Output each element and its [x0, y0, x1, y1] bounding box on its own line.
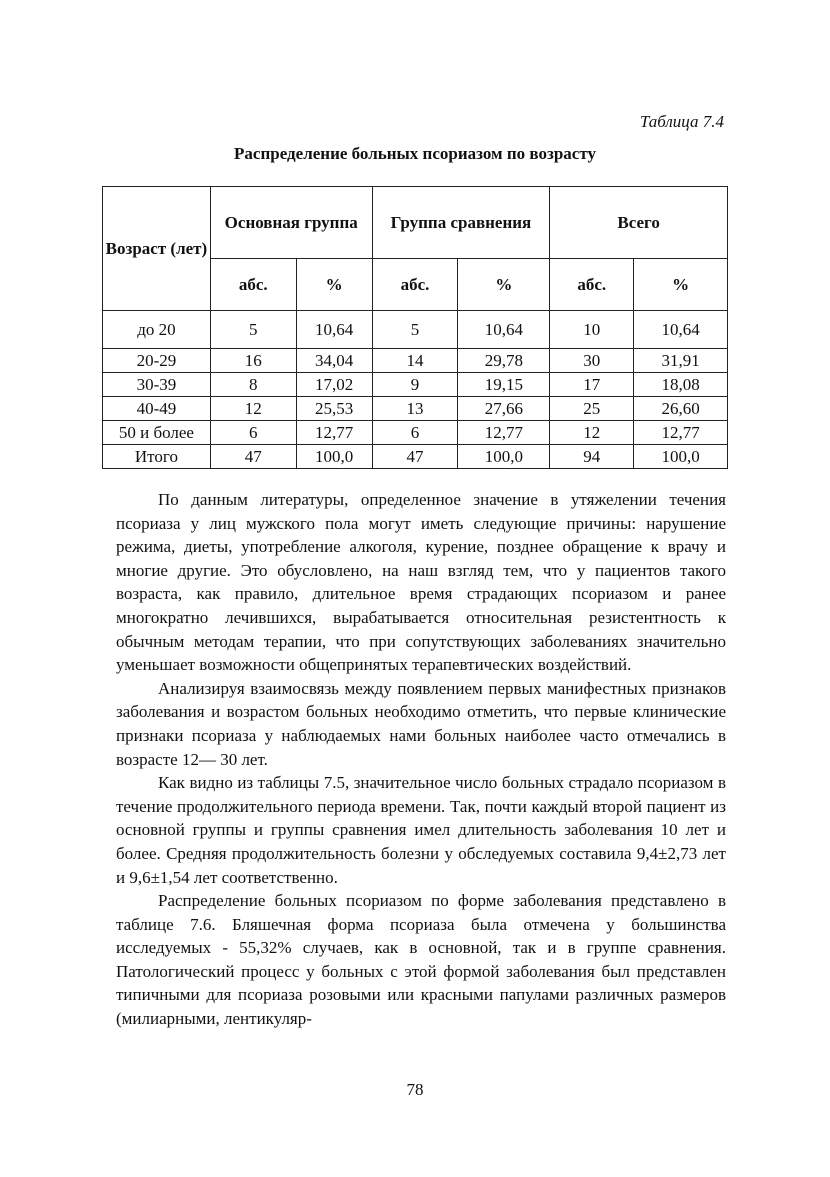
cell-total-abs: 17 [550, 373, 634, 397]
table-row [103, 349, 728, 373]
cell-main-abs: 6 [210, 421, 296, 445]
header-main-abs: абс. [210, 259, 296, 311]
body-text [116, 488, 726, 1031]
cell-total-pct: 31,91 [634, 349, 728, 373]
cell-total-abs: 30 [550, 349, 634, 373]
age-distribution-table [102, 186, 728, 469]
cell-comparison-pct: 19,15 [458, 373, 550, 397]
header-main-pct: % [296, 259, 372, 311]
table-title: Распределение больных псориазом по возрасту [234, 144, 596, 163]
header-total: Всего [550, 187, 728, 259]
cell-main-pct: 25,53 [296, 397, 372, 421]
cell-main-pct: 100,0 [296, 445, 372, 469]
table-row [103, 421, 728, 445]
cell-total-pct: 10,64 [634, 311, 728, 349]
cell-main-pct: 10,64 [296, 311, 372, 349]
cell-comparison-abs: 9 [372, 373, 458, 397]
header-row-groups [103, 187, 728, 259]
cell-comparison-abs: 13 [372, 397, 458, 421]
cell-main-abs: 47 [210, 445, 296, 469]
cell-total-abs: 12 [550, 421, 634, 445]
cell-main-pct: 17,02 [296, 373, 372, 397]
table-row [103, 445, 728, 469]
cell-comparison-abs: 6 [372, 421, 458, 445]
cell-comparison-abs: 47 [372, 445, 458, 469]
cell-comparison-pct: 10,64 [458, 311, 550, 349]
cell-total-pct: 12,77 [634, 421, 728, 445]
cell-total-abs: 94 [550, 445, 634, 469]
cell-age: 50 и более [103, 421, 211, 445]
header-main-group: Основная группа [210, 187, 372, 259]
cell-total-abs: 10 [550, 311, 634, 349]
cell-comparison-abs: 14 [372, 349, 458, 373]
cell-total-pct: 18,08 [634, 373, 728, 397]
cell-main-abs: 5 [210, 311, 296, 349]
cell-comparison-pct: 12,77 [458, 421, 550, 445]
header-comparison-abs: абс. [372, 259, 458, 311]
header-comparison-pct: % [458, 259, 550, 311]
cell-main-abs: 8 [210, 373, 296, 397]
cell-comparison-pct: 27,66 [458, 397, 550, 421]
cell-age: Итого [103, 445, 211, 469]
cell-total-abs: 25 [550, 397, 634, 421]
cell-age: до 20 [103, 311, 211, 349]
cell-age: 20-29 [103, 349, 211, 373]
table-caption: Таблица 7.4 [639, 112, 724, 131]
cell-total-pct: 100,0 [634, 445, 728, 469]
cell-main-pct: 12,77 [296, 421, 372, 445]
cell-age: 30-39 [103, 373, 211, 397]
header-age: Возраст (лет) [103, 187, 211, 311]
page-number: 78 [406, 1080, 424, 1099]
table-row [103, 397, 728, 421]
header-total-abs: абс. [550, 259, 634, 311]
header-comparison-group: Группа сравнения [372, 187, 550, 259]
header-total-pct: % [634, 259, 728, 311]
paragraph: Анализируя взаимосвязь между появлением первых манифестных признаков заболевания и возрастом больных необходимо отметить, что первые клинические признаки псориаза у наблюдаемых нами больных наиболее часто отмечались в возрасте 12— 30 лет. [116, 678, 726, 769]
cell-comparison-pct: 29,78 [458, 349, 550, 373]
cell-age: 40-49 [103, 397, 211, 421]
cell-main-abs: 12 [210, 397, 296, 421]
table-row [103, 373, 728, 397]
table-row [103, 311, 728, 349]
cell-total-pct: 26,60 [634, 397, 728, 421]
paragraph: Как видно из таблицы 7.5, значительное число больных страдало псориазом в течение продолжительного периода времени. Так, почти каждый второй пациент из основной группы и группы сравнения имел длительность заболевания 10 лет и более. Средняя продолжительность болезни у обследуемых составила 9,4±2,73 лет и 9,6±1,54 лет соответственно. [116, 773, 726, 887]
cell-main-abs: 16 [210, 349, 296, 373]
cell-comparison-abs: 5 [372, 311, 458, 349]
paragraph: Распределение больных псориазом по форме заболевания представлено в таблице 7.6. Бляшечная форма псориаза была отмечена у большинства исследуемых - 55,32% случаев, как в основной, так и в группе сравнения. Патологический процесс у больных с этой формой заболевания был представлен типичными для псориаза розовыми или красными папулами различных размеров (милиарными, лентикуляр- [116, 891, 726, 1029]
cell-comparison-pct: 100,0 [458, 445, 550, 469]
cell-main-pct: 34,04 [296, 349, 372, 373]
paragraph: По данным литературы, определенное значение в утяжелении течения псориаза у лиц мужского пола могут иметь следующие причины: нарушение режима, диеты, употребление алкоголя, курение, позднее обращение к врачу и многие другие. Это обусловлено, на наш взгляд тем, что у пациентов такого возраста, как правило, длительное время страдающих псориазом и ранее многократно лечившихся, вырабатывается относительная резистентность к обычным методам терапии, что при сопутствующих заболеваниях значительно уменьшает возможности общепринятых терапевтических воздействий. [116, 490, 726, 675]
